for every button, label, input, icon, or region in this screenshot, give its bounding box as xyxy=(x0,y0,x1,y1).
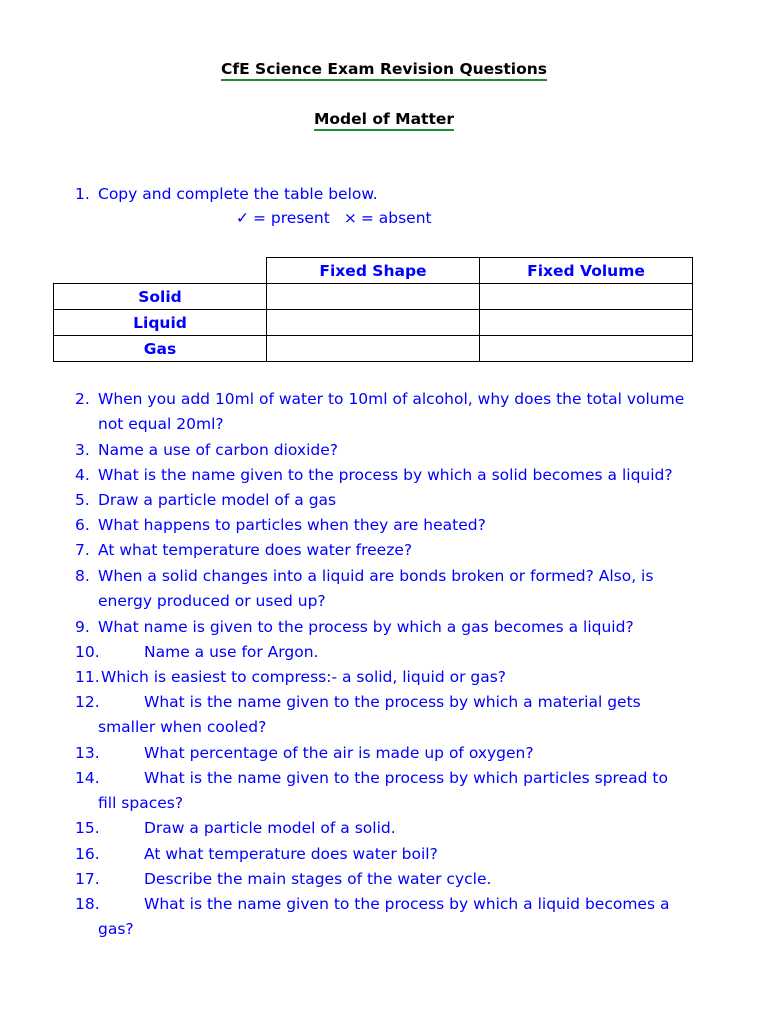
question-text: What happens to particles when they are heated? xyxy=(98,516,486,534)
cell-gas-fixed-volume[interactable] xyxy=(480,336,693,362)
table-header-row xyxy=(54,258,693,284)
question-number: 10. xyxy=(75,643,100,661)
document-title-text: CfE Science Exam Revision Questions xyxy=(221,60,547,81)
question-number: 3. xyxy=(75,441,90,459)
cell-gas-fixed-shape[interactable] xyxy=(267,336,480,362)
question-number: 16. xyxy=(75,845,100,863)
check-icon: ✓ xyxy=(236,209,249,227)
question-number: 15. xyxy=(75,819,100,837)
question-text: Draw a particle model of a solid. xyxy=(144,819,396,837)
table-corner-cell xyxy=(54,258,267,284)
question-text: Name a use of carbon dioxide? xyxy=(98,441,339,459)
question-text-continued: energy produced or used up? xyxy=(98,592,326,610)
cell-liquid-fixed-shape[interactable] xyxy=(267,310,480,336)
question-text: What is the name given to the process by which a material gets xyxy=(144,693,641,711)
question-text: What is the name given to the process by which particles spread to xyxy=(144,769,668,787)
cross-icon: × xyxy=(343,209,357,227)
cell-solid-fixed-shape[interactable] xyxy=(267,284,480,310)
question-text: What name is given to the process by which a gas becomes a liquid? xyxy=(98,618,634,636)
question-text: What percentage of the air is made up of oxygen? xyxy=(144,744,534,762)
states-of-matter-table xyxy=(53,257,693,362)
question-number: 4. xyxy=(75,466,90,484)
document-subtitle xyxy=(0,110,768,128)
question-number: 13. xyxy=(75,744,100,762)
row-label-gas: Gas xyxy=(54,336,267,362)
question-text-continued: smaller when cooled? xyxy=(98,718,267,736)
document-title xyxy=(0,60,768,78)
question-number: 5. xyxy=(75,491,90,509)
question-text: At what temperature does water boil? xyxy=(144,845,438,863)
question-text: What is the name given to the process by which a liquid becomes a xyxy=(144,895,670,913)
question-text: At what temperature does water freeze? xyxy=(98,541,413,559)
question-text: When you add 10ml of water to 10ml of alcohol, why does the total volume xyxy=(98,390,685,408)
legend-present-text: = present xyxy=(253,209,330,227)
column-header-fixed-shape: Fixed Shape xyxy=(267,258,480,284)
table-row xyxy=(54,284,693,310)
question-number: 7. xyxy=(75,541,90,559)
question-text-continued: fill spaces? xyxy=(98,794,184,812)
table-legend xyxy=(236,209,432,227)
row-label-liquid: Liquid xyxy=(54,310,267,336)
question-text-continued: gas? xyxy=(98,920,134,938)
question-text: Describe the main stages of the water cycle. xyxy=(144,870,492,888)
question-text: What is the name given to the process by which a solid becomes a liquid? xyxy=(98,466,673,484)
question-number: 17. xyxy=(75,870,100,888)
question-number: 9. xyxy=(75,618,90,636)
column-header-fixed-volume: Fixed Volume xyxy=(480,258,693,284)
question-text: When a solid changes into a liquid are bonds broken or formed? Also, is xyxy=(98,567,654,585)
document-subtitle-text: Model of Matter xyxy=(314,110,454,131)
question-text-continued: not equal 20ml? xyxy=(98,415,224,433)
row-label-solid: Solid xyxy=(54,284,267,310)
question-number: 11. xyxy=(75,668,100,686)
cell-liquid-fixed-volume[interactable] xyxy=(480,310,693,336)
question-number: 8. xyxy=(75,567,90,585)
question-text: Copy and complete the table below. xyxy=(98,185,378,203)
question-text: Which is easiest to compress:- a solid, liquid or gas? xyxy=(101,668,507,686)
question-number: 2. xyxy=(75,390,90,408)
question-number: 12. xyxy=(75,693,100,711)
legend-absent-text: = absent xyxy=(360,209,432,227)
question-text: Draw a particle model of a gas xyxy=(98,491,337,509)
cell-solid-fixed-volume[interactable] xyxy=(480,284,693,310)
question-text: Name a use for Argon. xyxy=(144,643,319,661)
table-row xyxy=(54,310,693,336)
question-number: 1. xyxy=(75,185,90,203)
question-number: 6. xyxy=(75,516,90,534)
question-number: 18. xyxy=(75,895,100,913)
question-number: 14. xyxy=(75,769,100,787)
table-row xyxy=(54,336,693,362)
